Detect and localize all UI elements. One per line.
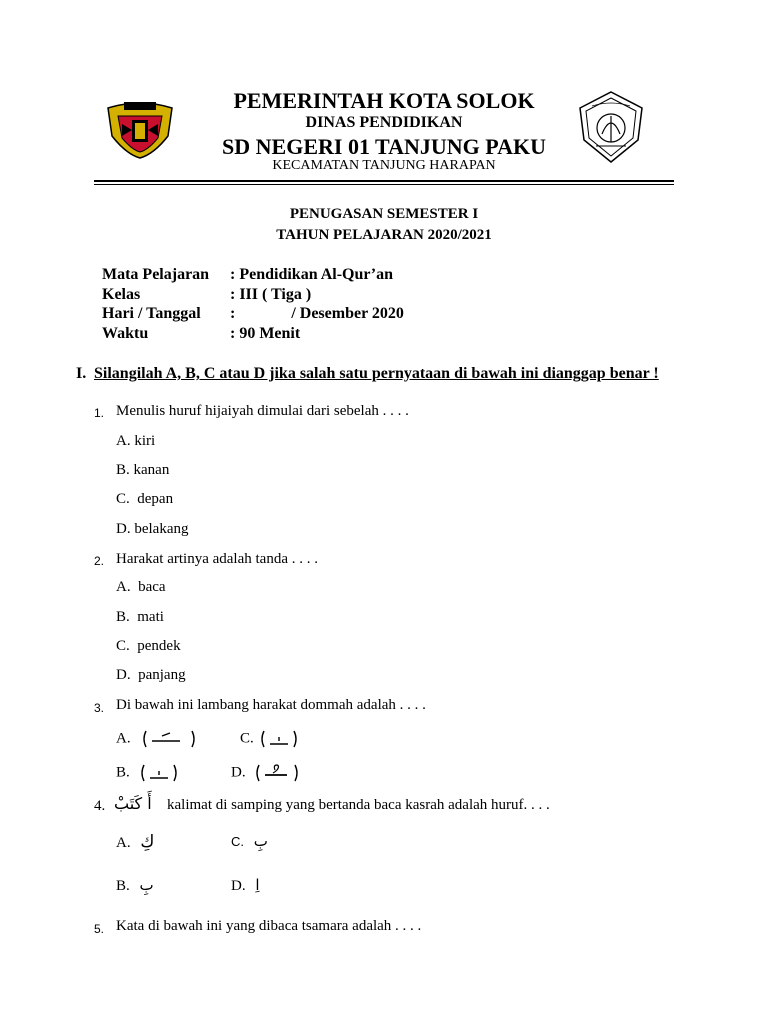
question-text: Harakat artinya adalah tanda . . . . bbox=[116, 551, 318, 567]
option-c[interactable] bbox=[231, 832, 268, 851]
question-text: Menulis huruf hijaiyah dimulai dari sebelah . . . . bbox=[116, 403, 409, 419]
question-number: 2. bbox=[94, 554, 105, 568]
option-a[interactable] bbox=[116, 728, 200, 750]
meta-value-time: : 90 Menit bbox=[230, 325, 301, 342]
meta-value-date: : / Desember 2020 bbox=[230, 305, 404, 322]
option-a-label: A. bbox=[116, 730, 131, 747]
option-a[interactable]: A. baca bbox=[116, 579, 166, 595]
option-a-arabic: كِ bbox=[140, 832, 155, 852]
question-text: Kata di bawah ini yang dibaca tsamara adalah . . . . bbox=[116, 918, 422, 934]
option-a[interactable] bbox=[116, 832, 154, 852]
section-instruction bbox=[76, 364, 686, 383]
option-d-arabic: اِ bbox=[255, 876, 260, 894]
header-divider-thin bbox=[94, 184, 674, 185]
option-d[interactable]: D. panjang bbox=[116, 667, 186, 683]
question-text: kalimat di samping yang bertanda baca kasrah adalah huruf. . . . bbox=[167, 797, 550, 813]
arabic-word: أَ كَتَبْ bbox=[114, 794, 152, 813]
sukun-symbol-icon bbox=[138, 762, 182, 784]
option-c[interactable] bbox=[240, 728, 302, 750]
option-d[interactable] bbox=[231, 876, 260, 895]
option-b-label: B. bbox=[116, 878, 130, 894]
header-government: PEMERINTAH KOTA SOLOK bbox=[233, 88, 535, 113]
question-text: Di bawah ini lambang harakat dommah adalah . . . . bbox=[116, 697, 426, 713]
option-d-label: D. bbox=[231, 764, 246, 781]
option-c[interactable]: C. depan bbox=[116, 491, 174, 507]
meta-label-date: Hari / Tanggal bbox=[102, 305, 201, 322]
meta-label-time: Waktu bbox=[102, 325, 149, 342]
kasrah-symbol-icon bbox=[258, 728, 302, 750]
header-school-name: SD NEGERI 01 TANJUNG PAKU bbox=[222, 134, 546, 159]
option-b[interactable] bbox=[116, 876, 154, 895]
doc-subtitle: TAHUN PELAJARAN 2020/2021 bbox=[276, 227, 492, 243]
option-b-label: B. bbox=[116, 764, 130, 781]
option-b-arabic: بِ bbox=[139, 876, 154, 894]
header-divider-thick bbox=[94, 180, 674, 182]
option-b[interactable]: B. kanan bbox=[116, 462, 170, 478]
meta-value-class: : III ( Tiga ) bbox=[230, 286, 312, 303]
fathah-symbol-icon bbox=[140, 728, 200, 750]
doc-title: PENUGASAN SEMESTER I bbox=[289, 206, 479, 222]
option-c-label: C. bbox=[231, 834, 244, 849]
header-district: KECAMATAN TANJUNG HARAPAN bbox=[272, 158, 496, 173]
section-number: I. bbox=[76, 365, 87, 382]
question-number: 4. bbox=[94, 798, 106, 814]
meta-value-subject: : Pendidikan Al-Qur’an bbox=[230, 266, 393, 283]
question-number: 1. bbox=[94, 406, 105, 420]
option-b[interactable] bbox=[116, 762, 182, 784]
option-c-label: C. bbox=[240, 730, 254, 747]
option-a[interactable]: A. kiri bbox=[116, 433, 156, 449]
option-d[interactable] bbox=[231, 762, 303, 784]
option-c[interactable]: C. pendek bbox=[116, 638, 181, 654]
option-d[interactable]: D. belakang bbox=[116, 521, 189, 537]
header-department: DINAS PENDIDIKAN bbox=[305, 114, 463, 131]
dommah-symbol-icon bbox=[253, 762, 303, 784]
section-text: Silangilah A, B, C atau D jika salah satu pernyataan di bawah ini dianggap benar ! bbox=[94, 365, 659, 382]
option-d-label: D. bbox=[231, 878, 246, 894]
meta-label-class: Kelas bbox=[102, 286, 141, 303]
option-a-label: A. bbox=[116, 835, 131, 851]
option-c-arabic: بِ bbox=[253, 832, 268, 850]
meta-label-subject: Mata Pelajaran bbox=[102, 266, 210, 283]
question-number: 3. bbox=[94, 701, 105, 715]
question-number: 5. bbox=[94, 922, 105, 936]
option-b[interactable]: B. mati bbox=[116, 609, 164, 625]
